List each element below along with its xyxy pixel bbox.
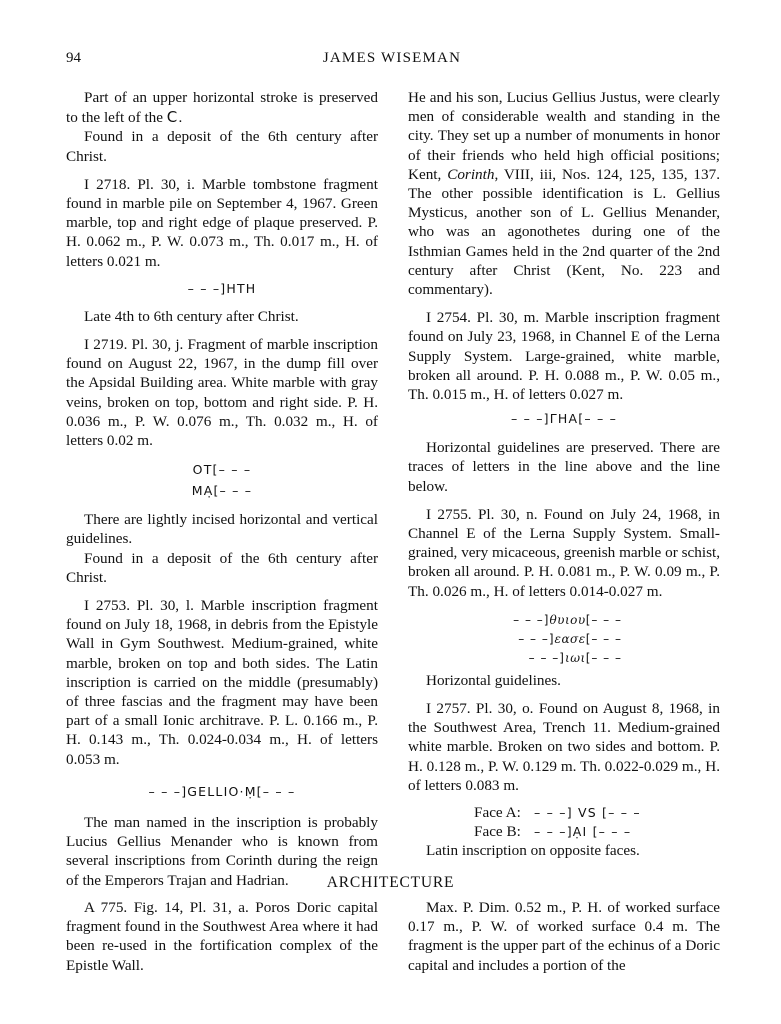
face-b-line [408,822,720,841]
face-label: Face B: [474,823,521,841]
paragraph-text: Part of an upper horizontal stroke is preserved to the left of the [66,89,378,127]
bracket: [– – – [585,631,622,646]
inscription-text: – – –]GELLIO·Ṃ[– – – [148,783,296,799]
left-column [66,88,378,890]
paragraph: Horizontal guidelines are preserved. There are traces of letters in the line above and the line below. [408,439,720,495]
catalogue-entry-i2718: I 2718. Pl. 30, i. Marble tombstone fragment found in marble pile on September 4, 1967. Green marble, top and right edge of plaque preserved. P. H. 0.062 m., P. W. 0.073 m., Th. 0.017 m., H. of letters 0.021 m. [66,175,378,270]
face-a-line [408,803,720,822]
bracket: – – –] [518,631,555,646]
paragraph: Found in a deposit of the 6th century after Christ. [66,549,378,586]
catalogue-entry-i2757: I 2757. Pl. 30, o. Found on August 8, 1968, in the Southwest Area, Trench 11. Medium-grained white marble. Broken on two sides and bottom. P. H. 0.128 m., P. W. 0.129 m. Th. 0.022-0.029 m., H. of letters 0.083 m. [408,700,720,794]
inscription-line [408,649,720,668]
inscription-line [408,611,720,630]
inscription-line [408,630,720,649]
page-header [66,50,718,74]
catalogue-entry-i2755: I 2755. Pl. 30, n. Found on July 24, 1968, in Channel E of the Lerna Supply System. Small-grained, very micaceous, greenish marble or schist, broken all around. P. H. 0.081 m., P. W. 0.09 m., P. Th. 0.026 m., H. of letters 0.014-0.027 m. [408,505,720,600]
greek-text: θυιου [549,612,586,627]
right-column [408,88,720,860]
greek-text: εασε [554,631,586,646]
paragraph: The man named in the inscription is probably Lucius Gellius Menander who is known from several inscriptions from Corinth during the reign of the Emperors Trajan and Hadrian. [66,813,378,889]
catalogue-entry-i2719: I 2719. Pl. 30, j. Fragment of marble inscription found on August 22, 1967, in the dump fill over the Apsidal Building area. White marble with gray veins, broken on top, bottom and right side. P. H. 0.036 m., P. W. 0.076 m., Th. 0.032 m., H. of letters 0.02 m. [66,336,378,450]
paragraph: Latin inscription on opposite faces. [426,842,640,860]
book-title: Corinth [447,165,495,183]
architecture-right-column [408,898,720,975]
bracket: [– – – [585,650,622,665]
inscription-line: ΟΤ[– – – [192,462,252,478]
inscription-text: – – –]ΗΤΗ [187,280,257,296]
date-note: Late 4th to 6th century after Christ. [84,307,299,325]
inscription-line: ΜΑ̣[– – – [191,483,253,499]
catalogue-entry-i2754: I 2754. Pl. 30, m. Marble inscription fragment found on July 23, 1968, in Channel E of the Lerna Supply System. Large-grained, white marble, broken all around. P. H. 0.088 m., P. W. 0.05 m., Th. 0.015 m., H. of letters 0.027 m. [408,309,720,404]
inscription-text: – – –]ẠI [– – – [534,824,632,840]
section-title: ARCHITECTURE [326,874,455,891]
paragraph: There are lightly incised horizontal and vertical guidelines. [66,511,378,548]
paragraph-end: . [178,109,183,127]
inscription-letter: C [166,108,179,127]
paragraph-text: He and his son, Lucius Gellius Justus, were clearly men of considerable wealth and standing in the city. They set up a number of monuments in honor of their friends who held high official positions; Kent, [408,89,720,183]
inscription-text: – – –]ΓΗΑ[– – – [510,411,618,427]
page-number: 94 [66,50,81,66]
inscription-text: – – –] VS [– – – [534,805,641,821]
paragraph-continued [408,88,720,299]
paragraph: Found in a deposit of the 6th century after Christ. [66,128,378,165]
bracket: – – –] [528,650,565,665]
bracket: [– – – [585,612,622,627]
paragraph [66,88,378,127]
catalogue-entry-a775: A 775. Fig. 14, Pl. 31, a. Poros Doric capital fragment found in the Southwest Area where it had been re-used in the fortification complex of the Epistle Wall. [66,899,378,974]
architecture-left-column [66,898,378,975]
paragraph: Max. P. Dim. 0.52 m., P. H. of worked surface 0.17 m., P. W. of worked surface 0.4 m. The fragment is the upper part of the echinus of a Doric capital and includes a portion of the [408,899,720,974]
paragraph: Horizontal guidelines. [426,671,561,689]
face-label: Face A: [474,804,521,822]
catalogue-entry-i2753: I 2753. Pl. 30, l. Marble inscription fragment found on July 18, 1968, in debris from the Epistyle Wall in Gym Southwest. Medium-grained, white marble, broken on top and both sides. The Latin inscription is carried on the middle (presumably) of three fascias and the fragment may have been part of a small Ionic architrave. P. L. 0.166 m., P. H. 0.143 m., Th. 0.024-0.034 m., H. of letters 0.053 m. [66,597,378,768]
paragraph-text: , VIII, iii, Nos. 124, 125, 135, 137. The other possible identification is L. Gellius Mysticus, another son of L. Gellius Menander, who was an agonothetes during one of the Isthmian Games held in the 2nd quarter of the 2nd century after Christ (Kent, No. 223 and commentary). [408,165,720,299]
greek-text: ιωι [564,650,586,665]
running-head: JAMES WISEMAN [322,50,462,66]
bracket: – – –] [513,612,550,627]
